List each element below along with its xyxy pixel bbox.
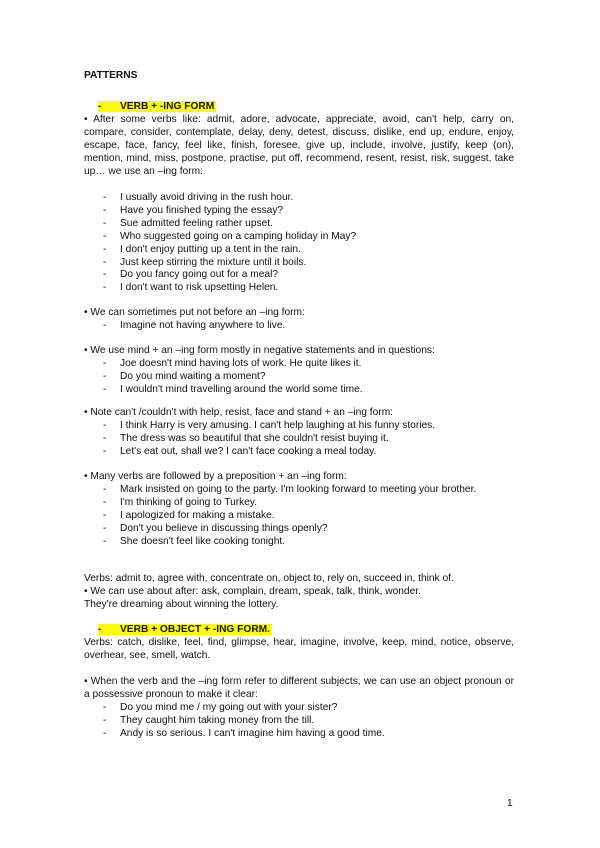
example-sentence: They're dreaming about winning the lottery. [84, 598, 279, 610]
example-item: - Imagine not having anywhere to live. [84, 320, 514, 333]
example-item: - I don't want to risk upsetting Helen. [84, 282, 514, 295]
example-item: - Let's eat out, shall we? I can't face cooking a meal today. [84, 446, 514, 459]
example-item: - Mark insisted on going to the party. I'm looking forward to meeting your brother. [84, 484, 514, 497]
rule-text: • We can use about after: ask, complain, dream, speak, talk, think, wonder. [84, 585, 421, 597]
example-item: - Andy is so serious. I can't imagine him having a good time. [84, 728, 514, 741]
not-rule-block [84, 307, 514, 333]
mind-rule-block [84, 345, 514, 397]
example-item: - I don't enjoy putting up a tent in the rain. [84, 244, 514, 257]
example-item: - I usually avoid driving in the rush hour. [84, 192, 514, 205]
verbs-line: Verbs: admit to, agree with, concentrate on, object to, rely on, succeed in, think of. [84, 573, 454, 584]
example-item: - They caught him taking money from the till. [84, 715, 514, 728]
example-item: - Do you mind waiting a moment? [84, 371, 514, 384]
example-item: - Just keep stirring the mixture until it boils. [84, 257, 514, 270]
example-item: - Sue admitted feeling rather upset. [84, 218, 514, 231]
heading-text: VERB + -ING FORM [120, 101, 215, 112]
heading-dash: - [98, 624, 102, 635]
example-item: - Who suggested going on a camping holiday in May? [84, 231, 514, 244]
example-item: - I'm thinking of going to Turkey. [84, 497, 514, 510]
preposition-rule-block [84, 471, 514, 548]
object-rule-block [84, 676, 514, 741]
about-rule-block [84, 573, 514, 612]
example-item: - Don't you believe in discussing things openly? [84, 523, 514, 536]
page-title: PATTERNS [84, 70, 138, 81]
example-item: - Do you mind me / my going out with your sister? [84, 702, 514, 715]
rule-text: • We use mind + an –ing form mostly in negative statements and in questions: [84, 345, 435, 356]
example-item: - I apologized for making a mistake. [84, 510, 514, 523]
verbs-paragraph: Verbs: catch, dislike, feel, find, glimpse, hear, imagine, involve, keep, mind, notice, observe, overhear, see, smell, watch. [84, 637, 514, 661]
heading-dash: - [98, 101, 102, 112]
rule-text: • Note can't /couldn't with help, resist, face and stand + an –ing form: [84, 407, 394, 418]
example-item: - She doesn't feel like cooking tonight. [84, 536, 514, 549]
verbs-intro-paragraph: • After some verbs like: admit, adore, advocate, appreciate, avoid, can't help, carry on, compare, consider, contemplate, delay, deny, detest, discuss, dislike, end up, endure, enjoy, escape, face, fancy, feel like, finish, foresee, give up, include, involve, justify, keep (on), mention, mind, miss, postpone, practise, put off, recommend, resent, resist, risk, suggest, take up… we use an –ing form: [84, 114, 514, 177]
example-item: - I think Harry is very amusing. I can't help laughing at his funny stories. [84, 420, 514, 433]
page-number: 1 [507, 798, 513, 809]
example-item: - Do you fancy going out for a meal? [84, 269, 514, 282]
rule-text: • When the verb and the –ing form refer to different subjects, we can use an object pronoun or a possessive pronoun to make it clear: [84, 676, 514, 700]
heading-text: VERB + OBJECT + -ING FORM. [120, 624, 271, 635]
rule-text: • Many verbs are followed by a preposition + an –ing form: [84, 471, 347, 482]
example-item: - Joe doesn't mind having lots of work. He quite likes it. [84, 358, 514, 371]
example-item: - I wouldn't mind travelling around the world some time. [84, 384, 514, 397]
example-item: - Have you finished typing the essay? [84, 205, 514, 218]
example-item: - The dress was so beautiful that she couldn't resist buying it. [84, 433, 514, 446]
section-heading-verb-ing [98, 101, 216, 112]
cant-rule-block [84, 407, 514, 459]
section-heading-verb-object-ing [98, 624, 272, 635]
examples-list-1 [84, 192, 514, 295]
rule-text: • We can sometimes put not before an –ing form: [84, 307, 305, 318]
